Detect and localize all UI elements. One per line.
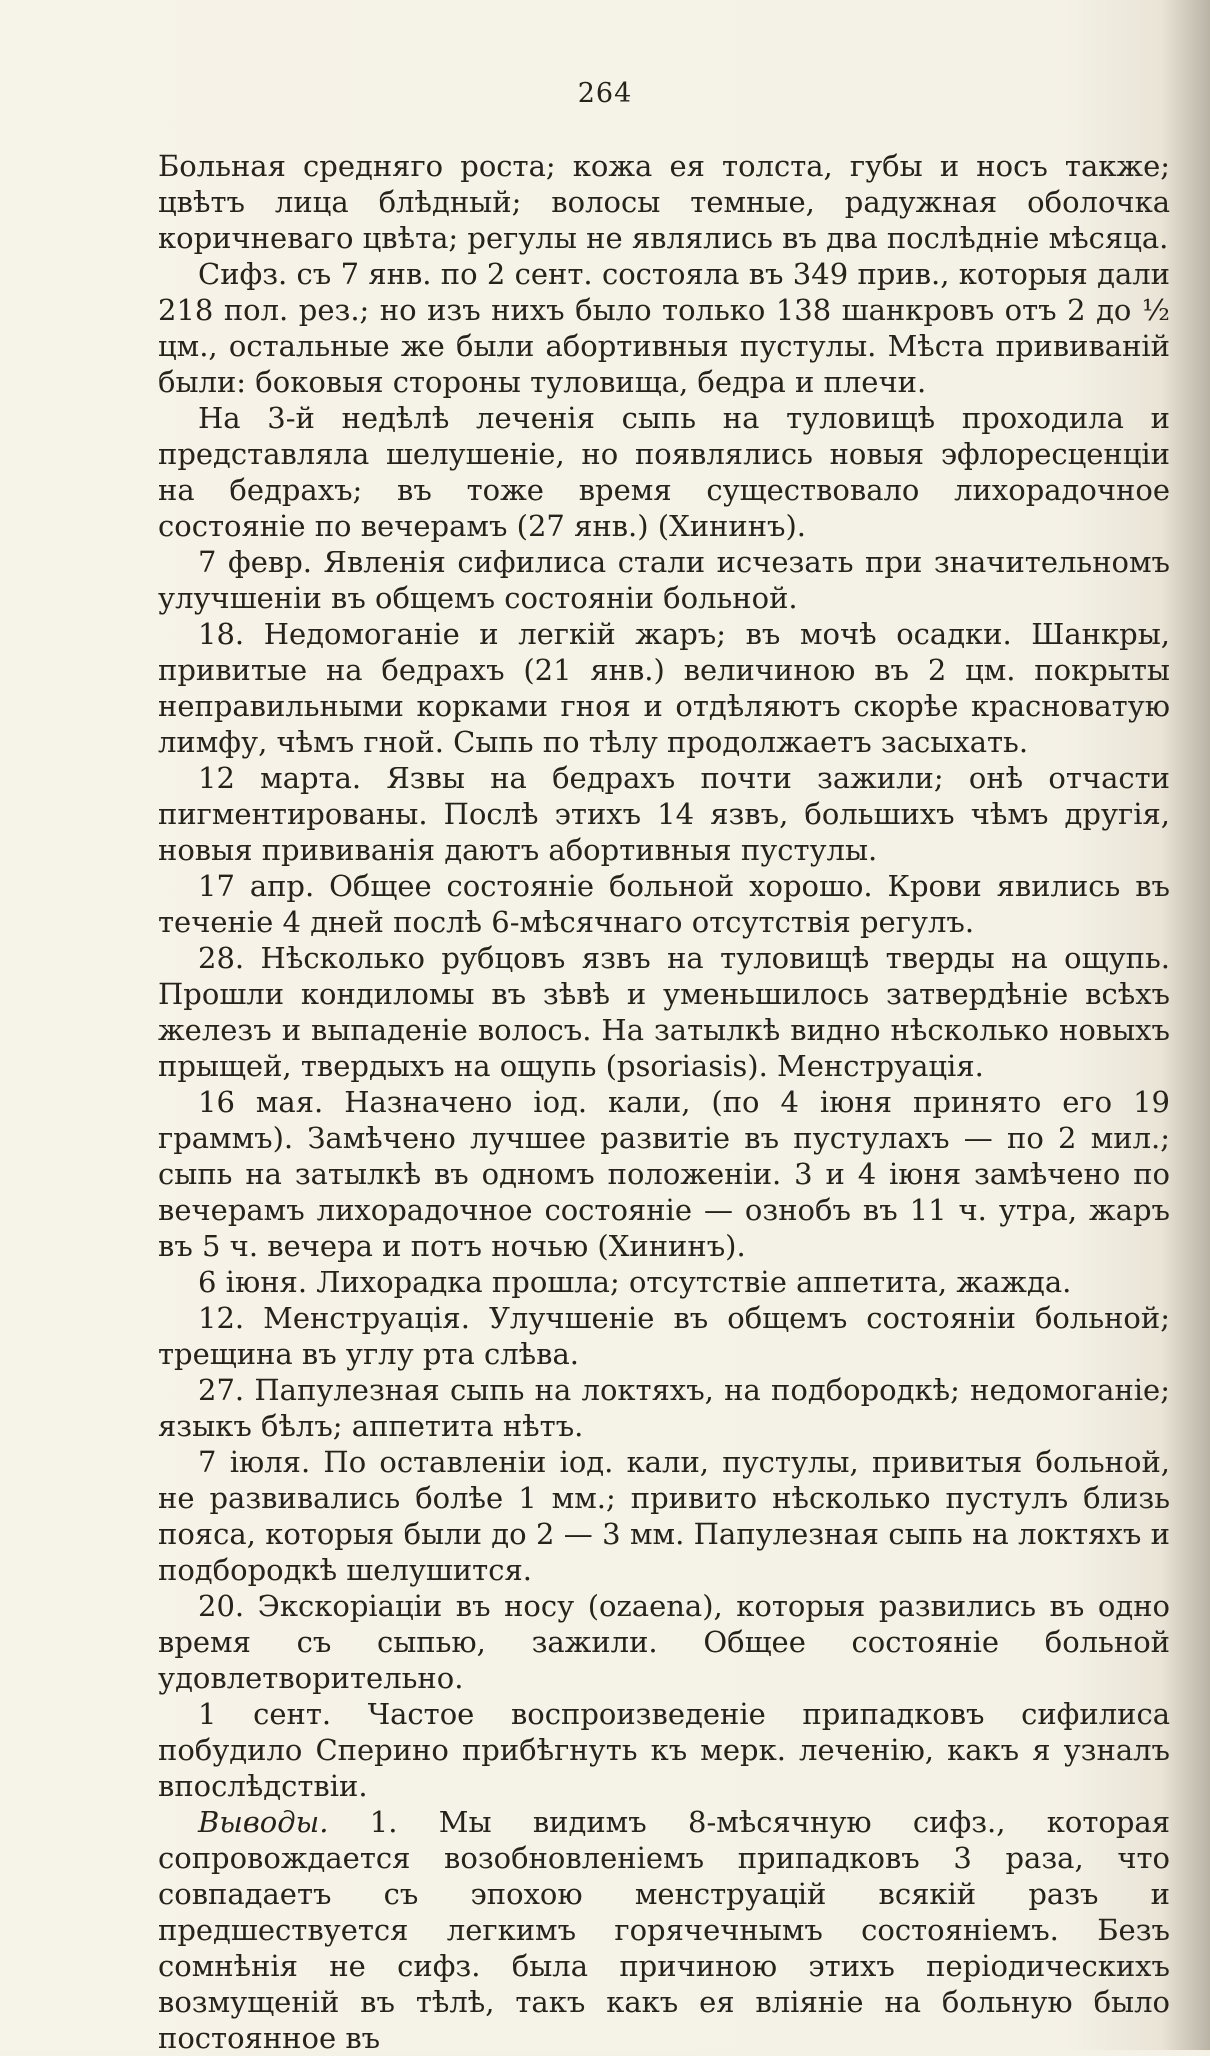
paragraph: 7 февр. Явленія сифилиса стали исчезать при значительномъ улучшеніи въ общемъ состояніи больной. [158,545,1170,615]
paragraph: 28. Нѣсколько рубцовъ язвъ на туловищѣ тверды на ощупь. Прошли кондиломы въ зѣвѣ и уменьшилось затвердѣніе всѣхъ железъ и выпаденіе волосъ. На затылкѣ видно нѣсколько новыхъ прыщей, твердыхъ на ощупь (psoriasis). Менструація. [158,941,1170,1083]
paragraph: Сифз. съ 7 янв. по 2 сент. состояла въ 349 прив., которыя дали 218 пол. рез.; но изъ нихъ было только 138 шанкровъ отъ 2 до ½ цм., остальные же были абортивныя пустулы. Мѣста прививаній были: боковыя стороны туловища, бедра и плечи. [158,257,1170,399]
paragraph: На 3-й недѣлѣ леченія сыпь на туловищѣ проходила и представляла шелушеніе, но появлялись новыя эфлоресценціи на бедрахъ; въ тоже время существовало лихорадочное состояніе по вечерамъ (27 янв.) (Хининъ). [158,401,1170,543]
page-number: 264 [577,78,633,109]
body-text [158,148,1170,2056]
paragraph: 7 іюля. По оставленіи іод. кали, пустулы, привитыя больной, не развивались болѣе 1 мм.; привито нѣсколько пустулъ близь пояса, которыя были до 2 — 3 мм. Папулезная сыпь на локтяхъ и подбородкѣ шелушится. [158,1445,1170,1587]
conclusions-text: 1. Мы видимъ 8-мѣсячную сифз., которая сопровождается возобновленіемъ припадковъ 3 раза, что совпадаетъ съ эпохою менструацій всякій разъ и предшествуется легкимъ горячечнымъ состояніемъ. Безъ сомнѣнія не сифз. была причиною этихъ періодическихъ возмущеній въ тѣлѣ, такъ какъ ея вліяніе на больную было постоянное въ [158,1805,1170,2055]
conclusions-heading: Выводы. [198,1805,329,1839]
paragraph: 1 сент. Частое воспроизведеніе припадковъ сифилиса побудило Сперино прибѣгнуть къ мерк. леченію, какъ я узналъ впослѣдствіи. [158,1697,1170,1803]
paragraph: Больная средняго роста; кожа ея толста, губы и носъ также; цвѣтъ лица блѣдный; волосы темные, радужная оболочка коричневаго цвѣта; регулы не являлись въ два послѣдніе мѣсяца. [158,149,1170,255]
conclusions-paragraph [158,1804,1170,2056]
paragraph: 18. Недомоганіе и легкій жаръ; въ мочѣ осадки. Шанкры, привитые на бедрахъ (21 янв.) величиною въ 2 цм. покрыты неправильными корками гноя и отдѣляютъ скорѣе красноватую лимфу, чѣмъ гной. Сыпь по тѣлу продолжаетъ засыхать. [158,617,1170,759]
paragraph: 20. Экскоріаціи въ носу (ozaena), которыя развились въ одно время съ сыпью, зажили. Общее состояніе больной удовлетворительно. [158,1589,1170,1695]
paragraph: 12. Менструація. Улучшеніе въ общемъ состояніи больной; трещина въ углу рта слѣва. [158,1301,1170,1371]
paragraph: 16 мая. Назначено іод. кали, (по 4 іюня принято его 19 граммъ). Замѣчено лучшее развитіе въ пустулахъ — по 2 мил.; сыпь на затылкѣ въ одномъ положеніи. 3 и 4 іюня замѣчено по вечерамъ лихорадочное состояніе — ознобъ въ 11 ч. утра, жаръ въ 5 ч. вечера и потъ ночью (Хининъ). [158,1085,1170,1263]
paragraph: 12 марта. Язвы на бедрахъ почти зажили; онѣ отчасти пигментированы. Послѣ этихъ 14 язвъ, большихъ чѣмъ другія, новыя прививанія даютъ абортивныя пустулы. [158,761,1170,867]
paragraph: 27. Папулезная сыпь на локтяхъ, на подбородкѣ; недомоганіе; языкъ бѣлъ; аппетита нѣтъ. [158,1373,1170,1443]
paragraph: 17 апр. Общее состояніе больной хорошо. Крови явились въ теченіе 4 дней послѣ 6-мѣсячнаго отсутствія регулъ. [158,869,1170,939]
paragraph: 6 іюня. Лихорадка прошла; отсутствіе аппетита, жажда. [198,1265,1072,1299]
